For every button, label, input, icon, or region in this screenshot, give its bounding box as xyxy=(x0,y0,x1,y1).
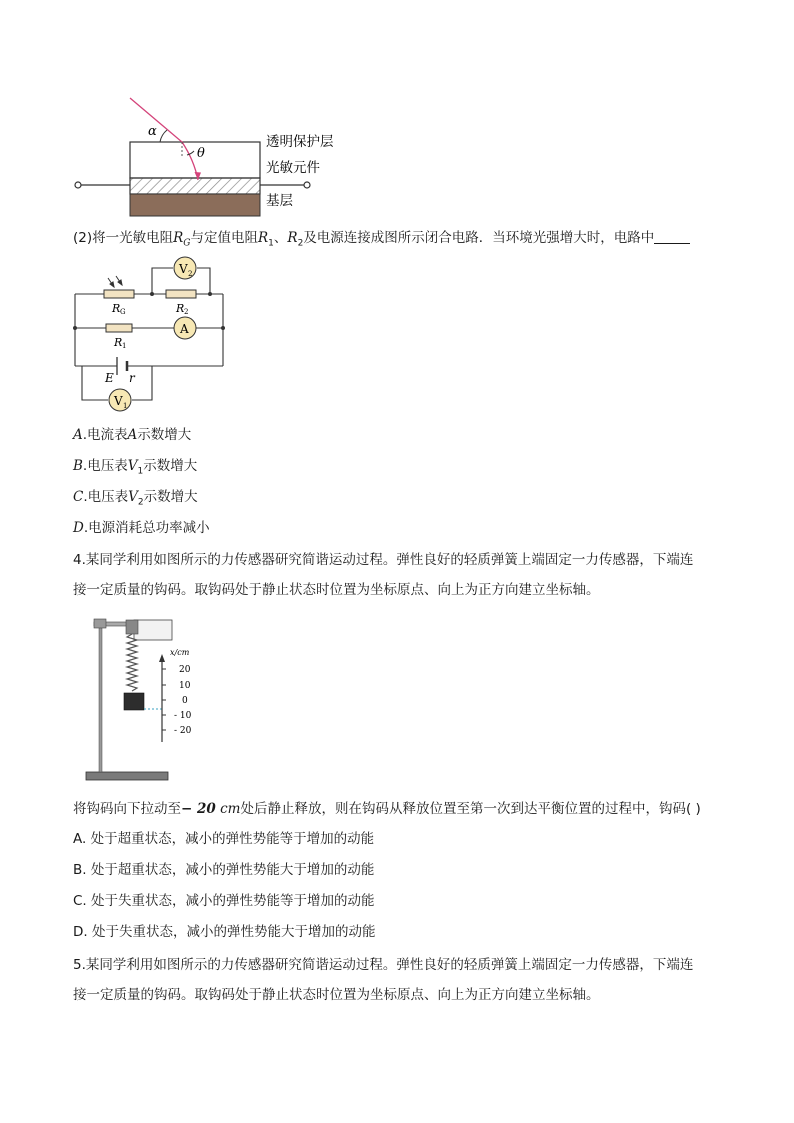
svg-text:G: G xyxy=(120,308,126,316)
svg-text:1: 1 xyxy=(123,402,128,410)
q5-stem-line1: 5.某同学利用如图所示的力传感器研究简谐运动过程。弹性良好的轻质弹簧上端固定一力传感器，下端连 xyxy=(73,957,694,973)
resistor-r1 xyxy=(106,324,132,332)
q4-stem-line1: 4.某同学利用如图所示的力传感器研究简谐运动过程。弹性良好的轻质弹簧上端固定一力传感器，下端连 xyxy=(73,552,694,568)
label-base-layer: 基层 xyxy=(266,193,293,209)
q4-option-b[interactable]: B. 处于超重状态，减小的弹性势能大于增加的动能 xyxy=(73,862,375,878)
stand-pole xyxy=(99,622,102,772)
svg-text:R: R xyxy=(112,302,121,315)
hook-weight xyxy=(124,693,144,710)
q5-stem-line2: 接一定质量的钩码。取钩码处于静止状态时位置为坐标原点、向上为正方向建立坐标轴。 xyxy=(73,987,600,1003)
resistor-r2 xyxy=(166,290,196,298)
svg-text:10: 10 xyxy=(179,681,191,691)
q4-option-a[interactable]: A. 处于超重状态，减小的弹性势能等于增加的动能 xyxy=(73,831,375,847)
spring xyxy=(127,634,137,691)
base-layer xyxy=(130,194,260,216)
svg-text:- 10: - 10 xyxy=(174,711,192,721)
theta-label: θ xyxy=(197,146,205,161)
svg-text:0: 0 xyxy=(182,696,188,706)
stand-base xyxy=(86,772,168,780)
q2-option-b[interactable]: B.电压表$V_1$示数增大 xyxy=(73,458,198,477)
alpha-label: α xyxy=(148,124,157,139)
q2-option-c[interactable]: C.电压表$V_2$示数增大 xyxy=(73,489,198,508)
circuit-diagram xyxy=(70,256,230,412)
photoresistor-rg xyxy=(104,290,134,298)
q2-option-d[interactable]: D.电源消耗总功率减小 xyxy=(73,520,210,536)
q2-option-a[interactable]: A.电流表A示数增大 xyxy=(73,427,192,443)
light-sensor-figure xyxy=(70,92,360,224)
svg-text:20: 20 xyxy=(179,665,191,675)
light-arrows-icon xyxy=(108,276,122,287)
terminal-right xyxy=(304,182,310,188)
svg-text:1: 1 xyxy=(122,342,127,350)
svg-text:2: 2 xyxy=(184,308,189,316)
svg-text:V: V xyxy=(179,262,188,276)
axis-label: x/cm xyxy=(170,648,190,657)
force-sensor xyxy=(134,620,172,640)
internal-resistance-label: r xyxy=(129,371,135,385)
sensor-element-layer xyxy=(130,178,260,194)
svg-text:2: 2 xyxy=(188,270,193,278)
spring-sensor-figure xyxy=(82,614,202,786)
q4-option-d[interactable]: D. 处于失重状态，减小的弹性势能大于增加的动能 xyxy=(73,924,376,940)
svg-text:R: R xyxy=(114,336,123,349)
svg-text:- 20: - 20 xyxy=(174,726,192,736)
label-sensor-element: 光敏元件 xyxy=(266,160,320,176)
svg-text:R: R xyxy=(176,302,185,315)
terminal-left xyxy=(75,182,81,188)
alpha-arc xyxy=(160,130,167,142)
label-protective-layer: 透明保护层 xyxy=(266,134,334,150)
answer-blank[interactable] xyxy=(654,229,690,244)
emf-label: E xyxy=(105,371,114,385)
x-axis-arrow-icon xyxy=(159,654,165,662)
svg-text:A: A xyxy=(180,322,189,336)
q4-question: 将钩码向下拉动至− 20 cm处后静止释放，则在钩码从释放位置至第一次到达平衡位置的过程中，钩码( ) xyxy=(73,801,701,817)
q4-option-c[interactable]: C. 处于失重状态，减小的弹性势能等于增加的动能 xyxy=(73,893,375,909)
q2-stem: (2)将一光敏电阻$R_G$与定值电阻$R_1$、$R_2$及电源连接成图所示闭合电路．当环境光强增大时，电路中 xyxy=(73,228,690,254)
q4-stem-line2: 接一定质量的钩码。取钩码处于静止状态时位置为坐标原点、向上为正方向建立坐标轴。 xyxy=(73,582,600,598)
svg-text:V: V xyxy=(114,394,123,408)
